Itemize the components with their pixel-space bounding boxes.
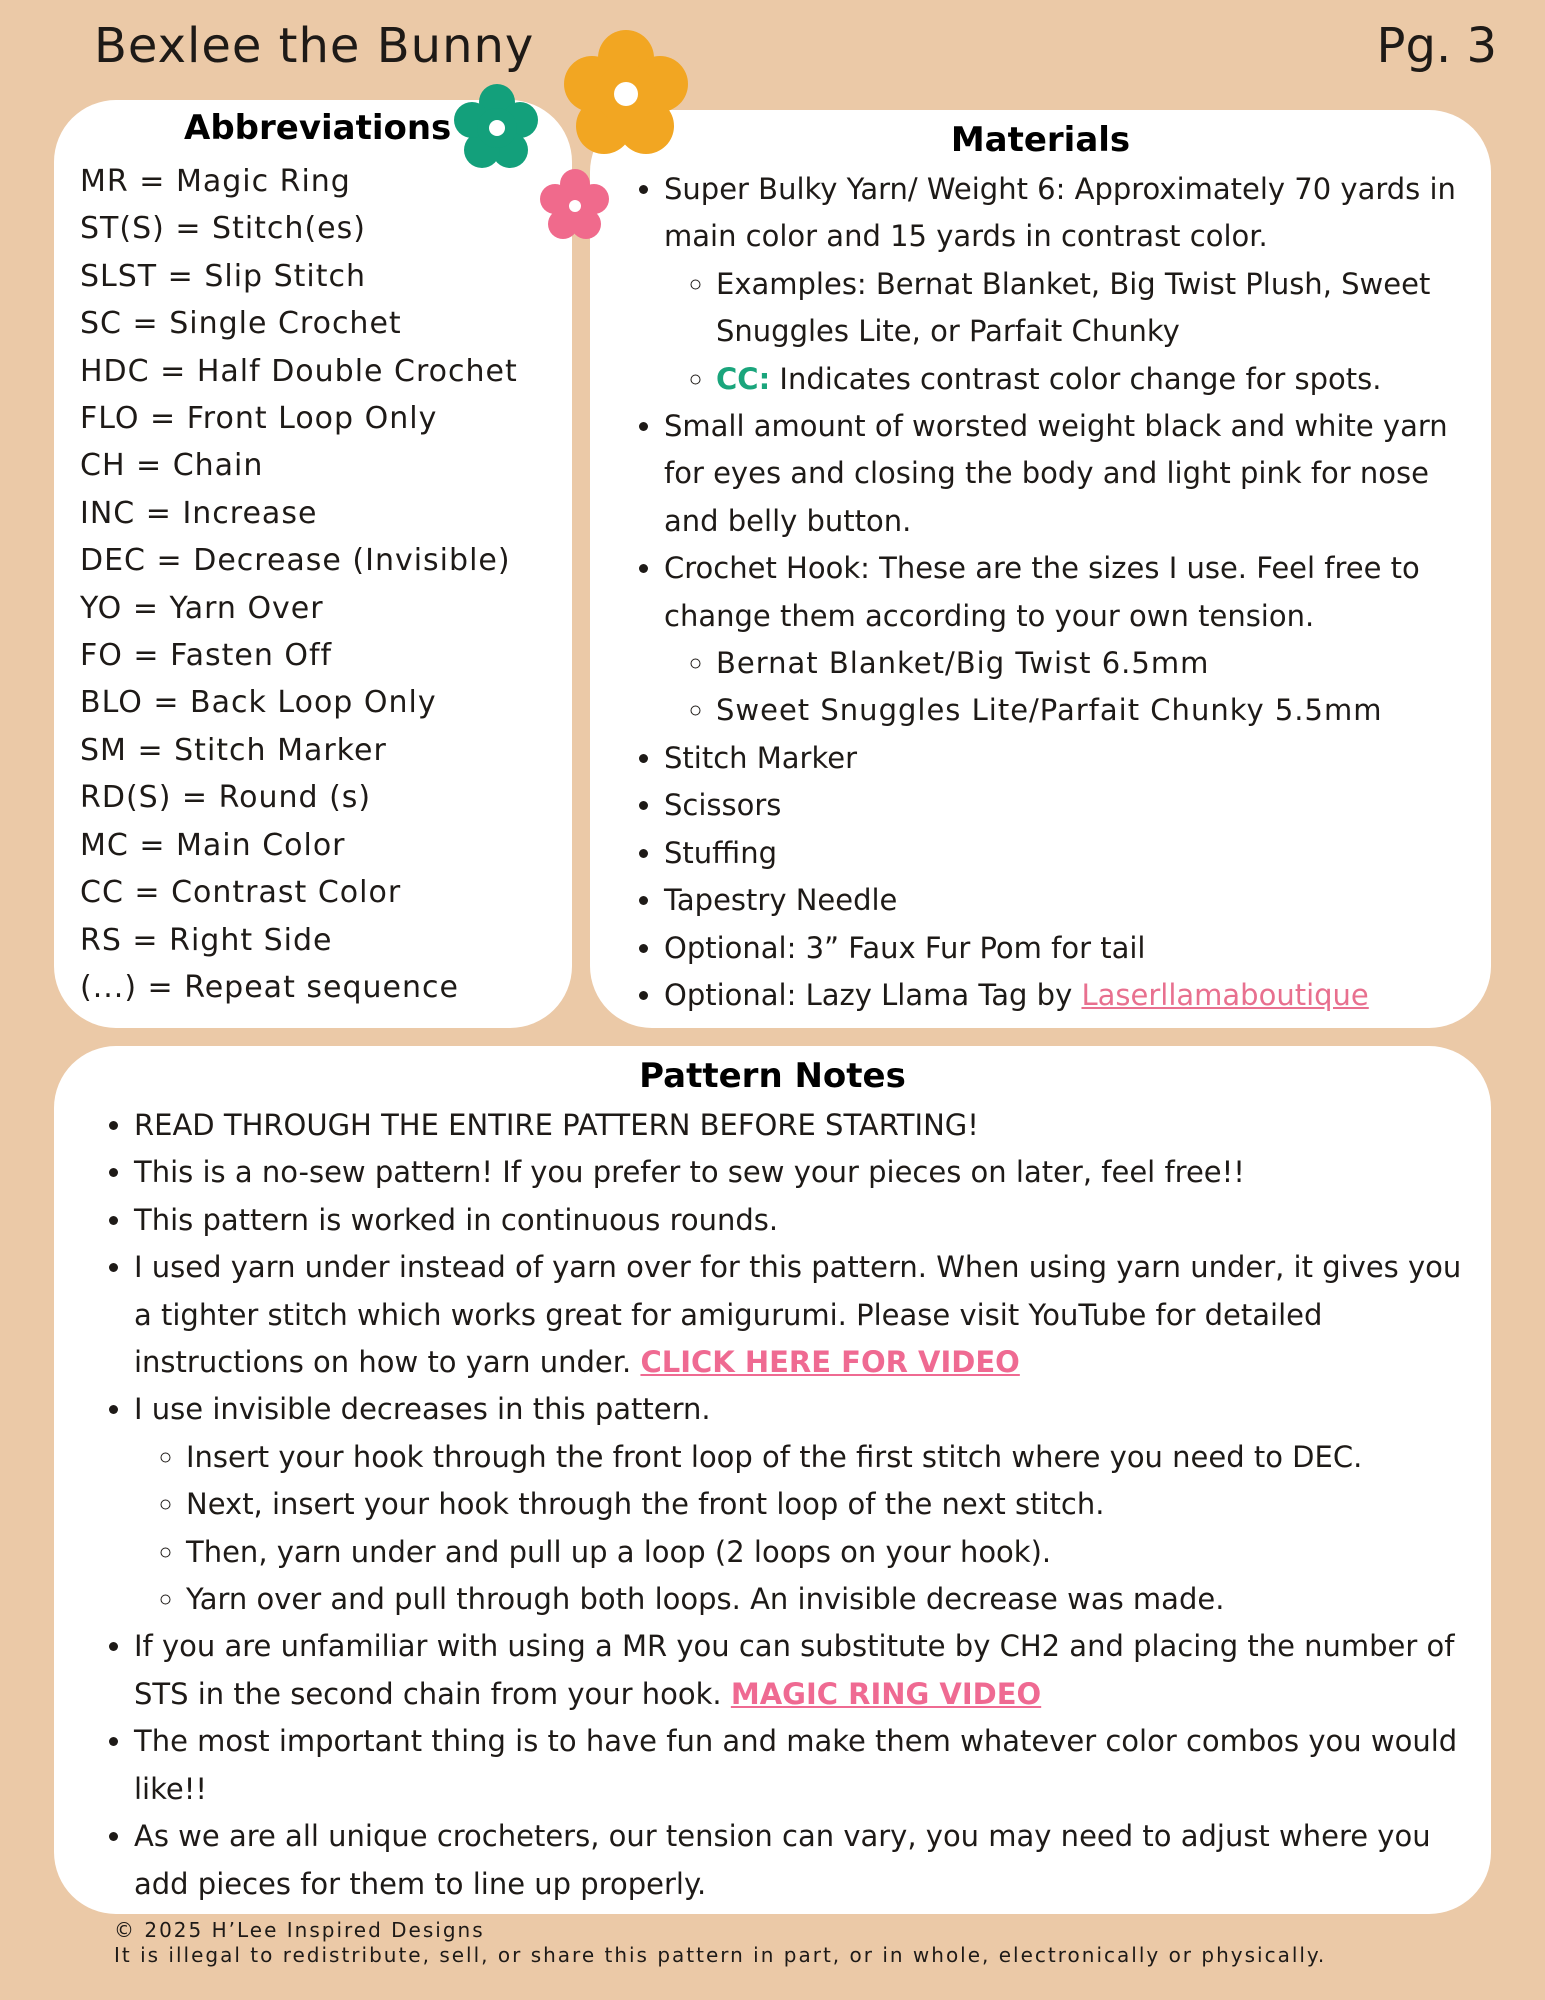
materials-item-tag [664, 972, 1464, 1019]
abbreviation-item: (...) = Repeat sequence [80, 969, 459, 1005]
materials-item-stitch-marker: • Stitch Marker [664, 735, 1464, 782]
abbreviation-item: ST(S) = Stitch(es) [80, 211, 366, 247]
abbreviation-item: INC = Increase [80, 495, 318, 531]
footer [114, 1918, 1326, 1968]
note-item: • This pattern is worked in continuous rounds. [134, 1197, 1474, 1244]
yarn-examples: ◦ Examples: Bernat Blanket, Big Twist Plush, Sweet Snuggles Lite, or Parfait Chunky [716, 261, 1464, 356]
abbreviation-item: CC = Contrast Color [80, 875, 402, 911]
note-item [134, 1386, 1474, 1623]
materials-item-hook [664, 545, 1464, 735]
document-title: Bexlee the Bunny [94, 18, 535, 74]
note-text: I used yarn under instead of yarn over for this pattern. When using yarn under, it gives you a tighter stitch which works great for amigurumi. Please visit YouTube for detailed instructions on how to yarn under. [134, 1250, 1462, 1380]
abbreviations-panel [54, 100, 572, 1028]
abbreviation-item: SLST = Slip Stitch [80, 258, 367, 294]
tag-text: Optional: Lazy Llama Tag by [664, 977, 1082, 1012]
legal-notice: It is illegal to redistribute, sell, or share this pattern in part, or in whole, electronically or physically. [114, 1943, 1327, 1967]
materials-heading: Materials [950, 120, 1131, 160]
abbreviation-item: YO = Yarn Over [80, 590, 324, 626]
abbreviations-heading: Abbreviations [184, 108, 452, 148]
abbreviation-item: BLO = Back Loop Only [80, 685, 437, 721]
note-item: • READ THROUGH THE ENTIRE PATTERN BEFORE STARTING! [134, 1102, 1474, 1149]
orange-flower-icon [556, 22, 696, 162]
yarn-text: Super Bulky Yarn/ Weight 6: Approximately 70 yards in main color and 15 yards in contrast color. [664, 172, 1456, 254]
abbreviation-item: SC = Single Crochet [80, 306, 402, 342]
materials-list [664, 166, 1464, 1019]
cc-label: CC: [716, 361, 771, 396]
hook-size-item: ◦ Bernat Blanket/Big Twist 6.5mm [716, 640, 1464, 687]
abbreviation-item: SM = Stitch Marker [80, 732, 387, 768]
materials-item-yarn [664, 166, 1464, 403]
copyright-line: © 2025 H’Lee Inspired Designs [114, 1918, 485, 1942]
abbreviation-item: MC = Main Color [80, 827, 346, 863]
hook-text: Crochet Hook: These are the sizes I use. Feel free to change them according to your own tension. [664, 551, 1420, 633]
abbreviation-item: MR = Magic Ring [80, 164, 351, 199]
materials-item-scissors: • Scissors [664, 782, 1464, 829]
note-item: • The most important thing is to have fun and make them whatever color combos you would like!! [134, 1718, 1474, 1813]
note-item: • This is a no-sew pattern! If you prefer to sew your pieces on later, feel free!! [134, 1149, 1474, 1196]
abbreviation-item: CH = Chain [80, 448, 264, 484]
pattern-notes-list [134, 1102, 1474, 1908]
note-item: • As we are all unique crocheters, our tension can vary, you may need to adjust where you add pieces for them to line up properly. [134, 1813, 1474, 1908]
abbreviation-item: FLO = Front Loop Only [80, 401, 438, 437]
materials-item-stuffing: • Stuffing [664, 830, 1464, 877]
materials-item-needle: • Tapestry Needle [664, 877, 1464, 924]
laserllama-link[interactable]: Laserllamaboutique [1081, 977, 1369, 1012]
decrease-step: ◦ Next, insert your hook through the front loop of the next stitch. [186, 1481, 1474, 1528]
materials-item-worsted: • Small amount of worsted weight black and white yarn for eyes and closing the body and light pink for nose and belly button. [664, 403, 1464, 545]
materials-panel [590, 110, 1491, 1028]
abbreviation-item: RD(S) = Round (s) [80, 780, 372, 816]
note-text: If you are unfamiliar with using a MR you can substitute by CH2 and placing the number of STS in the second chain from your hook. [134, 1629, 1455, 1711]
abbreviation-item: FO = Fasten Off [80, 638, 333, 674]
note-text: I use invisible decreases in this pattern. [134, 1392, 711, 1427]
note-item [134, 1244, 1474, 1386]
hook-size-item: ◦ Sweet Snuggles Lite/Parfait Chunky 5.5mm [716, 687, 1464, 734]
note-item [134, 1623, 1474, 1718]
decrease-step: ◦ Yarn over and pull through both loops. An invisible decrease was made. [186, 1576, 1474, 1623]
pattern-notes-heading: Pattern Notes [639, 1056, 906, 1096]
abbreviation-item: DEC = Decrease (Invisible) [80, 543, 511, 579]
cc-note [716, 356, 1464, 403]
decrease-step: ◦ Insert your hook through the front loop of the first stitch where you need to DEC. [186, 1434, 1474, 1481]
materials-item-pom: • Optional: 3” Faux Fur Pom for tail [664, 925, 1464, 972]
hook-sublist [664, 640, 1464, 735]
yarn-under-video-link[interactable]: CLICK HERE FOR VIDEO [640, 1345, 1020, 1380]
decrease-steps [134, 1434, 1474, 1624]
pattern-notes-panel [54, 1046, 1491, 1914]
abbreviations-list [80, 158, 518, 1011]
abbreviation-item: RS = Right Side [80, 922, 333, 958]
abbreviation-item: HDC = Half Double Crochet [80, 353, 518, 389]
yarn-sublist [664, 261, 1464, 403]
green-flower-icon [450, 80, 544, 174]
cc-text: Indicates contrast color change for spots. [770, 361, 1382, 396]
decrease-step: ◦ Then, yarn under and pull up a loop (2 loops on your hook). [186, 1529, 1474, 1576]
magic-ring-video-link[interactable]: MAGIC RING VIDEO [730, 1676, 1042, 1711]
pink-flower-icon [536, 166, 614, 244]
page-number: Pg. 3 [1376, 18, 1497, 74]
